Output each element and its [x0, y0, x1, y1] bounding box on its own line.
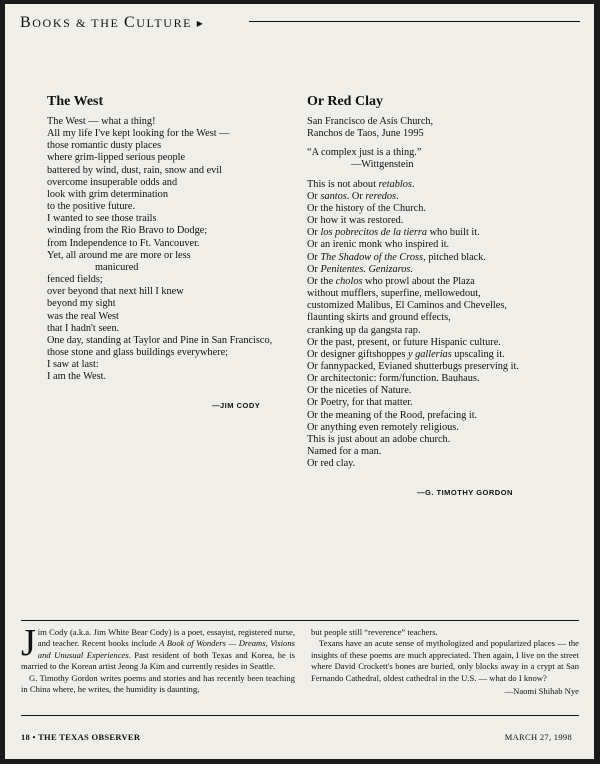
poem-line: look with grim determination: [47, 188, 168, 200]
poem-line: where grim-lipped serious people: [47, 152, 186, 164]
poem-title: The West: [47, 94, 104, 109]
poem-attribution: —JIM CODY: [212, 401, 261, 411]
poem-line: fenced fields;: [47, 274, 103, 286]
poem-line: overcome insuperable odds and: [47, 176, 178, 188]
poem-line: battered by wind, dust, rain, snow and evil: [47, 164, 223, 176]
poem-dedication: San Francisco de Asís Church,: [307, 116, 434, 127]
poem-line: Or the history of the Church.: [307, 202, 426, 214]
poem-line: I wanted to see those trails: [47, 213, 157, 225]
poem-line: over beyond that next hill I knew: [47, 286, 184, 298]
header-marker-icon: ▸: [196, 16, 205, 30]
poem-line: This is just about an adobe church.: [307, 433, 451, 445]
drop-cap: J: [21, 622, 36, 664]
bio-paragraph: Texans have an acute sense of mythologized and popularized places — the insights of these poems are much appreciated. Then again, I live on the street where David Crockett's bones are buried, only blocks away in a crypt at San Fernando Cathedral, oldest cathedral in the U.S. — what do I know?: [311, 638, 579, 683]
poem-line: flaunting skirts and ground effects,: [307, 312, 451, 324]
header-rest-1: OOKS & THE: [32, 16, 124, 30]
poem-title: Or Red Clay: [307, 94, 383, 109]
poem-line: was the real West: [47, 310, 119, 322]
poem-line: cranking up da gangsta rap.: [307, 324, 421, 336]
poem-line: Or the meaning of the Rood, prefacing it.: [307, 409, 478, 421]
bio-left-column: [21, 622, 295, 695]
poem-dedication: Ranchos de Taos, June 1995: [307, 128, 424, 140]
poem-line: All my life I've kept looking for the West —: [47, 128, 230, 140]
section-header: [20, 14, 204, 32]
poem-or-red-clay: [307, 94, 582, 500]
poem-line: I saw at last:: [47, 359, 99, 371]
poem-line: One day, standing at Taylor and Pine in San Francisco,: [47, 334, 273, 346]
poem-line: Or Poetry, for that matter.: [307, 397, 413, 409]
poem-line: Or the past, present, or future Hispanic culture.: [307, 336, 501, 348]
poem-line: Or anything even remotely religious.: [307, 421, 459, 433]
poem-line: Or los pobrecitos de la tierra who built it.: [307, 227, 480, 239]
poem-the-west: [47, 94, 292, 413]
poem-attribution: —G. TIMOTHY GORDON: [417, 488, 513, 498]
bio-right-column: [311, 627, 579, 697]
poem-line: beyond my sight: [47, 298, 116, 310]
poem-line: Or the niceties of Nature.: [307, 385, 412, 397]
footer-page-number: 18 • THE TEXAS OBSERVER: [21, 732, 141, 742]
poem-line: This is not about retablos.: [307, 178, 415, 190]
footer-date: MARCH 27, 1998: [504, 732, 572, 742]
poem-line: Named for a man.: [307, 446, 382, 458]
magazine-page: [5, 4, 594, 759]
bio-paragraph: G. Timothy Gordon writes poems and stories and has recently been teaching in China where, he writes, the humidity is daunting,: [21, 672, 295, 695]
poem-lines: [47, 116, 292, 383]
bio-paragraph: but people still “reverence” teachers.: [311, 627, 438, 637]
poem-line: that I hadn't seen.: [47, 322, 120, 334]
poem-line: Yet, all around me are more or less: [47, 249, 191, 261]
header-rest-2: ULTURE: [136, 16, 193, 30]
poem-line: Or fannypacked, Evianed shutterbugs preserving it.: [307, 360, 519, 372]
poem-line: those romantic dusty places: [47, 140, 162, 152]
bio-paragraph: im Cody (a.k.a. Jim White Bear Cody) is a poet, essayist, registered nurse, and teacher. Recent books include A Book of Wonders — Dreams, Visions and Unusual Experiences. Past resident of both Texas and Korea, he is married to the Korean artist Jeong Ja Kim and currently resides in Seattle.: [21, 627, 295, 672]
poem-lines: [307, 179, 582, 471]
poem-line: Or designer giftshoppes y gallerias upscaling it.: [307, 348, 505, 360]
poem-line: from Independence to Ft. Vancouver.: [47, 237, 200, 249]
poem-line: winding from the Rio Bravo to Dodge;: [47, 225, 208, 237]
poem-line: Or red clay.: [307, 458, 356, 470]
header-initial-1: B: [20, 14, 33, 31]
poem-epigraph: “A complex just is a thing.”: [307, 147, 422, 159]
poem-line: Or The Shadow of the Cross, pitched black.: [307, 251, 486, 263]
poem-line: Or how it was restored.: [307, 215, 404, 227]
header-rule: [249, 21, 580, 22]
poem-line: without mufflers, superfine, mellowedout,: [307, 288, 481, 300]
header-initial-2: C: [124, 14, 137, 31]
poem-line: Or the cholos who prowl about the Plaza: [307, 275, 475, 287]
poem-line: I am the West.: [47, 371, 107, 383]
editor-signature: —Naomi Shihab Nye: [504, 686, 579, 697]
poem-line: customized Malibus, El Caminos and Chevelles,: [307, 300, 507, 312]
poem-line: manicured: [95, 261, 139, 273]
poem-line: Or Penitentes. Genizaros.: [307, 263, 414, 275]
epigraph-author: —Wittgenstein: [351, 159, 414, 171]
poem-line: Or architectonic: form/function. Bauhaus.: [307, 373, 480, 385]
poem-line: The West — what a thing!: [47, 116, 156, 127]
poem-line: Or santos. Or reredos.: [307, 190, 399, 202]
contributor-notes: [21, 620, 579, 716]
poem-line: to the positive future.: [47, 201, 136, 213]
poem-line: those stone and glass buildings everywhere;: [47, 346, 229, 358]
poem-line: Or an irenic monk who inspired it.: [307, 239, 450, 251]
